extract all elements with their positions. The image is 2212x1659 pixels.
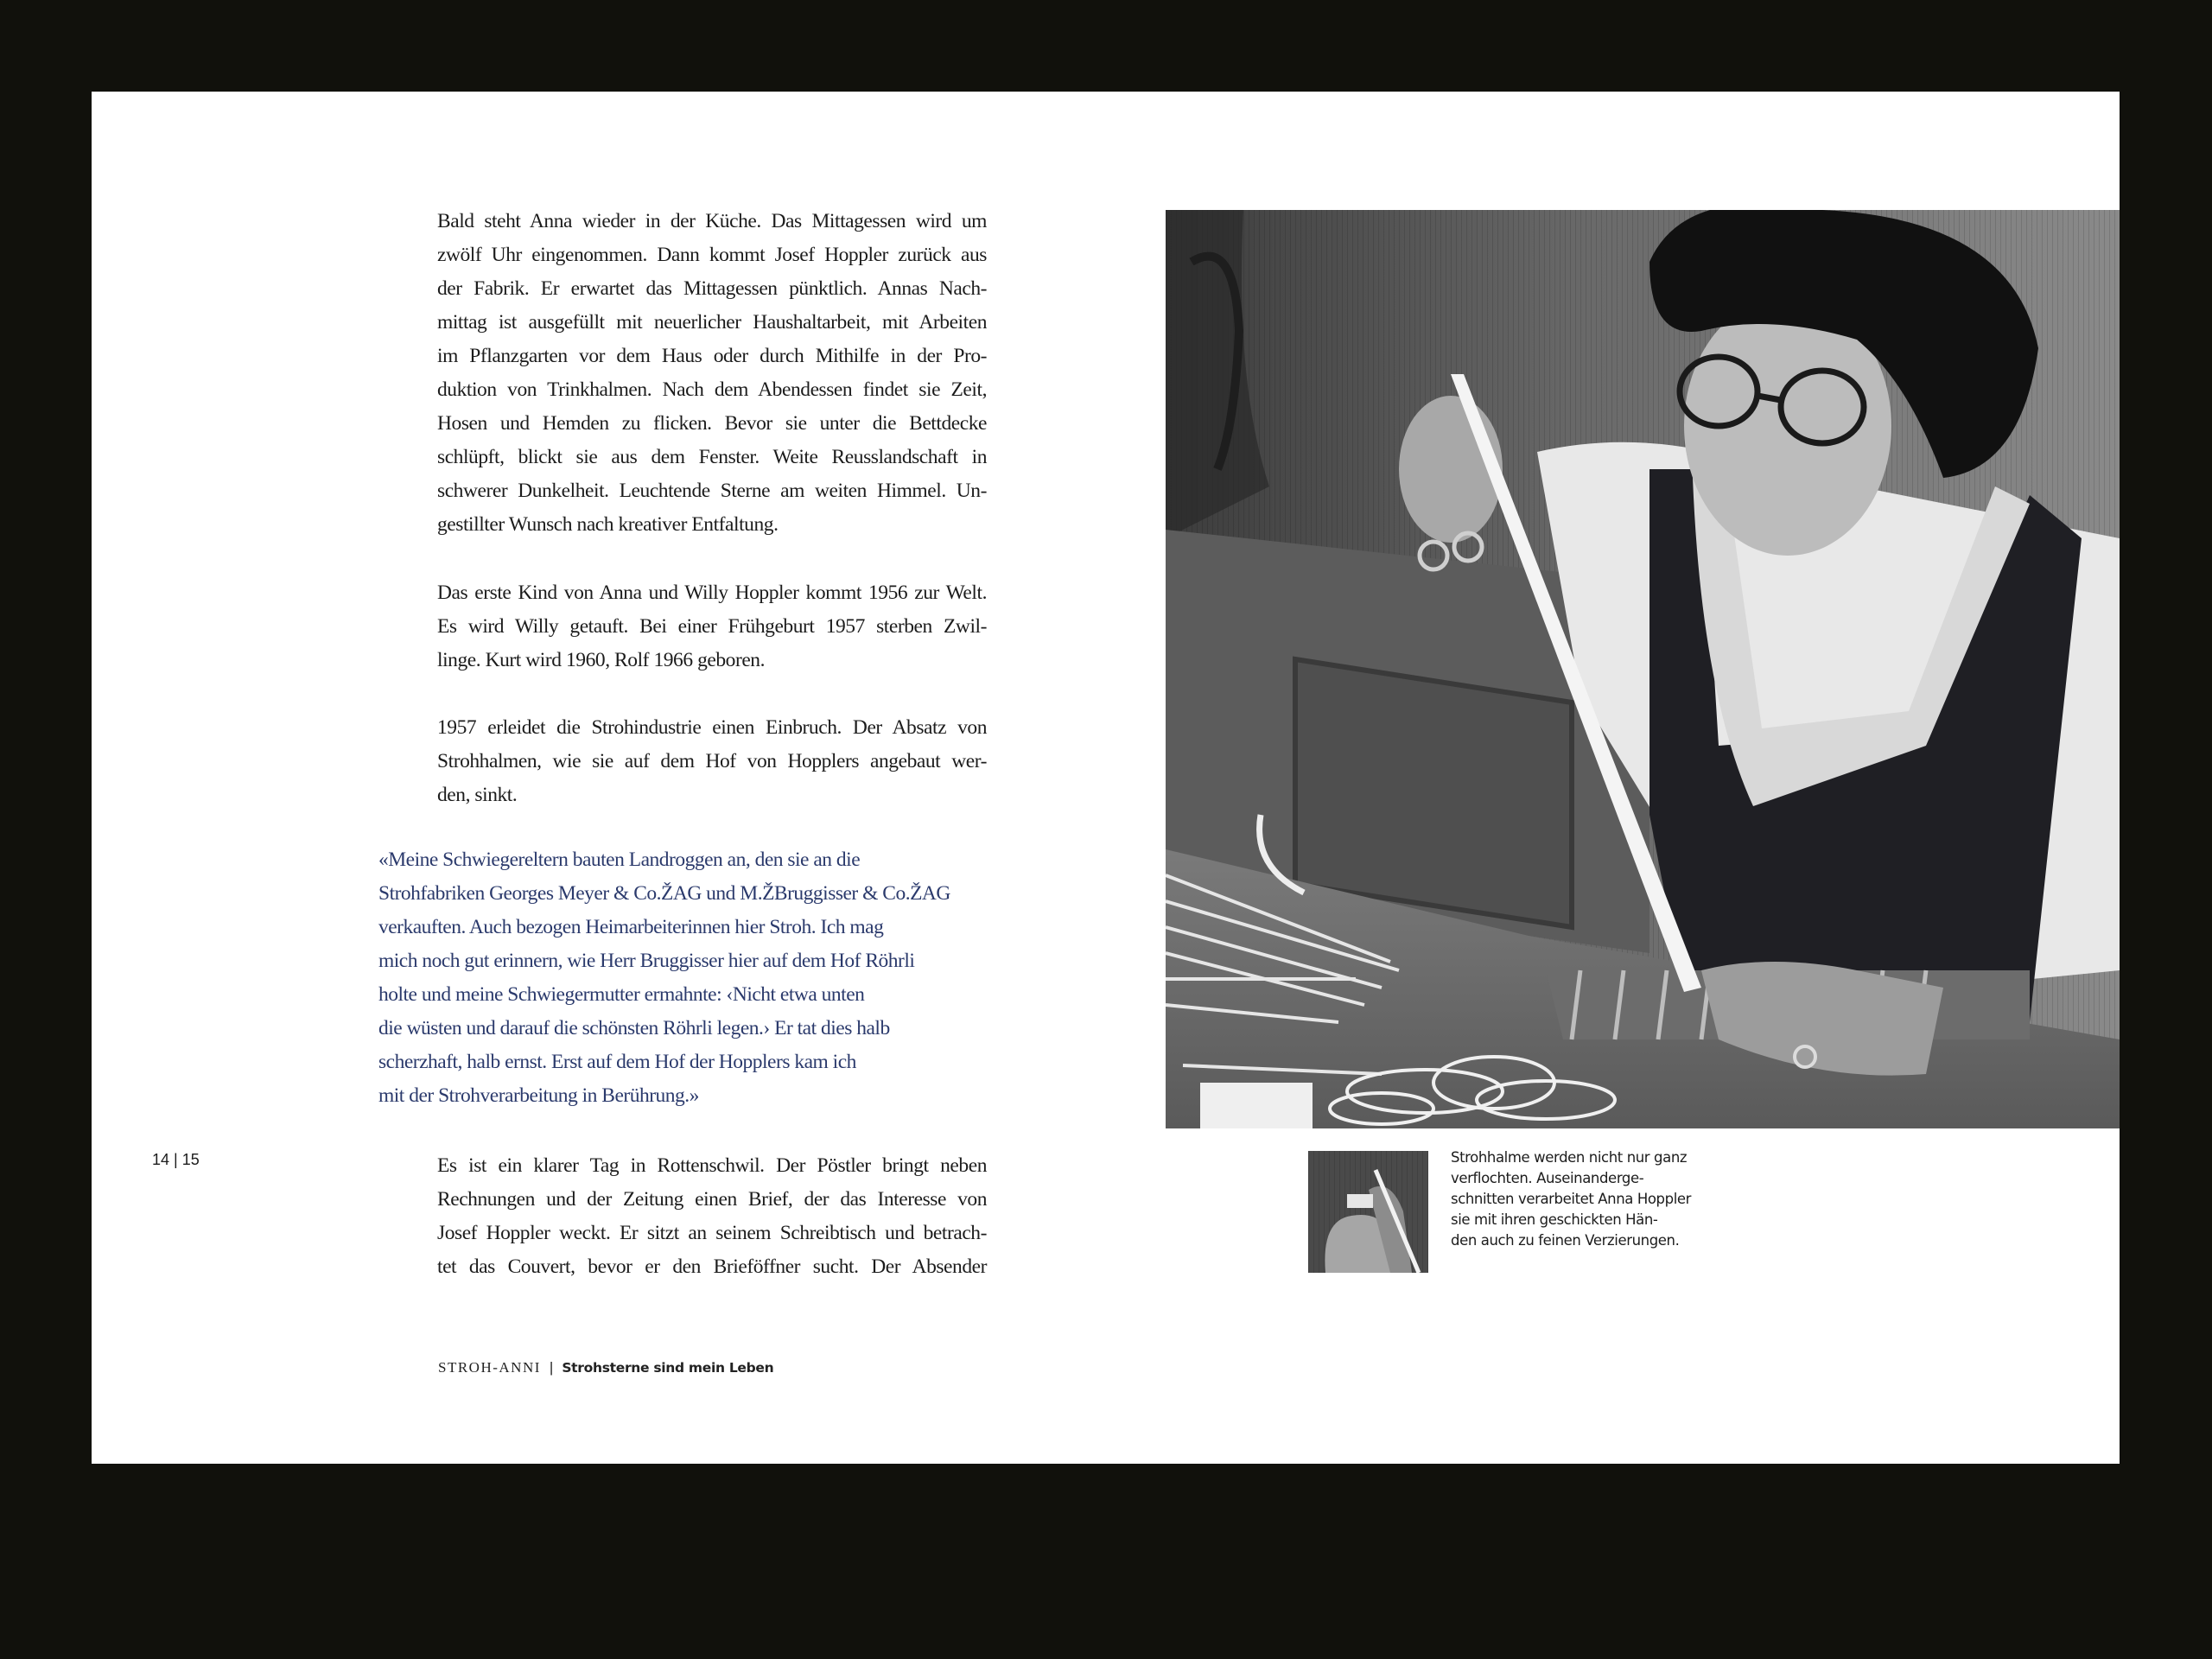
thumbnail-photo bbox=[1308, 1151, 1428, 1273]
text-line: Es ist ein klarer Tag in Rottenschwil. Der Pöstler bringt neben bbox=[437, 1154, 987, 1177]
text-line: 1957 erleidet die Strohindustrie einen Einbruch. Der Absatz von bbox=[437, 716, 987, 739]
footer-separator: | bbox=[549, 1359, 554, 1376]
caption-line: schnitten verarbeitet Anna Hoppler bbox=[1451, 1191, 1692, 1207]
text-line: schwerer Dunkelheit. Leuchtende Sterne am weiten Himmel. Un- bbox=[437, 480, 987, 502]
quote-line: scherzhaft, halb ernst. Erst auf dem Hof der Hopplers kam ich bbox=[378, 1051, 856, 1073]
paragraph-4 bbox=[437, 1149, 987, 1284]
quote-line: verkauften. Auch bezogen Heimarbeiterinnen hier Stroh. Ich mag bbox=[378, 916, 884, 938]
caption-line: Strohhalme werden nicht nur ganz bbox=[1451, 1149, 1688, 1166]
text-line: gestillter Wunsch nach kreativer Entfaltung. bbox=[437, 513, 779, 536]
text-line: zwölf Uhr eingenommen. Dann kommt Josef Hoppler zurück aus bbox=[437, 244, 987, 266]
quote-line: «Meine Schwiegereltern bauten Landroggen an, den sie an die bbox=[378, 849, 861, 871]
running-footer bbox=[438, 1359, 773, 1376]
main-photo bbox=[1166, 210, 2120, 1128]
page-numbers: 14 | 15 bbox=[152, 1151, 200, 1168]
paragraph-2 bbox=[437, 576, 987, 677]
text-line: mittag ist ausgefüllt mit neuerlicher Haushaltarbeit, mit Arbeiten bbox=[437, 311, 987, 334]
book-title: Strohsterne sind mein Leben bbox=[562, 1360, 774, 1376]
text-line: linge. Kurt wird 1960, Rolf 1966 geboren. bbox=[437, 649, 766, 671]
book-series: STROH-ANNI bbox=[438, 1359, 541, 1376]
text-line: Es wird Willy getauft. Bei einer Frühgeburt 1957 sterben Zwil- bbox=[437, 615, 987, 638]
quote-line: mit der Strohverarbeitung in Berührung.» bbox=[378, 1084, 699, 1107]
text-line: Hosen und Hemden zu flicken. Bevor sie unter die Bettdecke bbox=[437, 412, 987, 435]
text-line: Strohhalmen, wie sie auf dem Hof von Hopplers angebaut wer- bbox=[437, 750, 987, 772]
caption-line: den auch zu feinen Verzierungen. bbox=[1451, 1232, 1680, 1249]
photo-hand-holding-straw bbox=[1308, 1151, 1428, 1273]
paragraph-3 bbox=[437, 711, 987, 812]
caption-line: sie mit ihren geschickten Hän- bbox=[1451, 1211, 1658, 1228]
text-line: der Fabrik. Er erwartet das Mittagessen pünktlich. Annas Nach- bbox=[437, 277, 987, 300]
quote-line: holte und meine Schwiegermutter ermahnte: ‹Nicht etwa unten bbox=[378, 983, 865, 1006]
pull-quote bbox=[378, 843, 1001, 1113]
photo-woman-cutting-straw bbox=[1166, 210, 2120, 1128]
paragraph-1 bbox=[437, 205, 987, 542]
text-line: den, sinkt. bbox=[437, 784, 518, 806]
text-line: duktion von Trinkhalmen. Nach dem Abendessen findet sie Zeit, bbox=[437, 378, 987, 401]
photo-caption bbox=[1451, 1147, 1727, 1251]
book-spread bbox=[92, 92, 2120, 1464]
text-line: im Pflanzgarten vor dem Haus oder durch Mithilfe in der Pro- bbox=[437, 345, 987, 367]
text-line: Josef Hoppler weckt. Er sitzt an seinem Schreibtisch und betrach- bbox=[437, 1222, 987, 1244]
text-line: Bald steht Anna wieder in der Küche. Das Mittagessen wird um bbox=[437, 210, 987, 232]
quote-line: Strohfabriken Georges Meyer & Co.ŽAG und M.ŽBruggisser & Co.ŽAG bbox=[378, 882, 950, 905]
quote-line: die wüsten und darauf die schönsten Röhrli legen.› Er tat dies halb bbox=[378, 1017, 890, 1039]
text-line: schlüpft, blickt sie aus dem Fenster. Weite Reusslandschaft in bbox=[437, 446, 987, 468]
text-line: Das erste Kind von Anna und Willy Hoppler kommt 1956 zur Welt. bbox=[437, 582, 987, 604]
text-line: Rechnungen und der Zeitung einen Brief, der das Interesse von bbox=[437, 1188, 987, 1211]
text-line: tet das Couvert, bevor er den Brieföffner sucht. Der Absender bbox=[437, 1255, 987, 1278]
caption-line: verflochten. Auseinanderge- bbox=[1451, 1170, 1644, 1186]
quote-line: mich noch gut erinnern, wie Herr Bruggisser hier auf dem Hof Röhrli bbox=[378, 950, 915, 972]
